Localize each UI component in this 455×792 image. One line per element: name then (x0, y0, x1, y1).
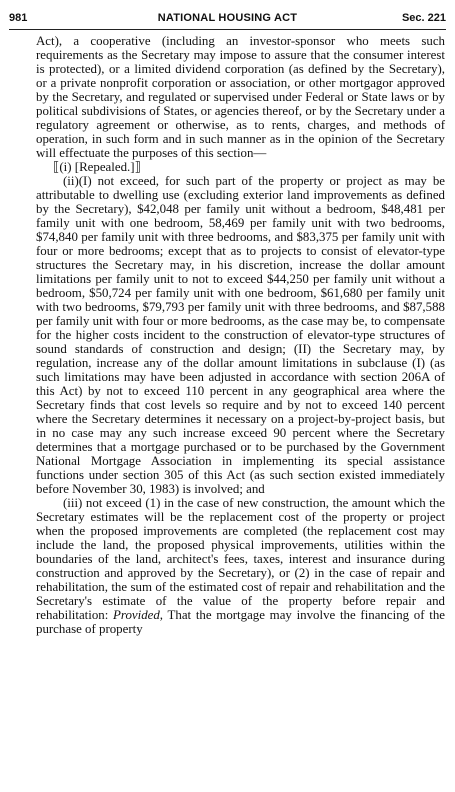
paragraph-repealed: ⟦(i) [Repealed.]⟧ (53, 160, 141, 174)
section-label: Sec. 221 (401, 12, 446, 24)
running-header (9, 10, 446, 26)
page-number: 981 (9, 12, 28, 24)
clause-iii-text: (iii) not exceed (1) in the case of new construction, the amount which the Secretary estimates will be the replacement cost of the property or project when the proposed improvements are completed (the replacement cost may include the land, the proposed physical improvements, utilities within the boundaries of the land, architect's fees, taxes, interest and insurance during construction and approved by the Secretary), or (2) in the case of repair and rehabilitation, the sum of the estimated cost of repair and rehabilitation and the Secretary's estimate of the value of the property before repair and rehabilitation: (36, 496, 445, 622)
clause-iii-text-after: That the mortgage may involve the financing of the purchase of property (36, 608, 445, 636)
statute-text (36, 34, 445, 636)
paragraph-clause-ii: (ii)(I) not exceed, for such part of the property or project as may be attributable to dwelling use (excluding exterior land improvements as defined by the Secretary), $42,048 per family unit without a bedroom, $48,481 per family unit with one bedroom, 58,469 per family unit with two bedrooms, $74,840 per family unit with three bedrooms, and $83,375 per family unit with four or more bedrooms; except that as to projects to consist of elevator-type structures the Secretary may, in his discretion, increase the dollar amount limitations per family unit to not to exceed $44,250 per family unit without a bedroom, $50,724 per family unit with one bedroom, $61,680 per family unit with two bedrooms, $79,793 per family unit with three bedrooms, and $87,588 per family unit with four or more bedrooms, as the case may be, to compensate for the higher costs incident to the construction of elevator-type structures of sound standards of construction and design; (II) the Secretary may, by regulation, increase any of the dollar amount limitations in subclause (I) (as such limitations may have been adjusted in accordance with section 206A of this Act) by not to exceed 110 percent in any geographical area where the Secretary finds that cost levels so require and by not to exceed 140 percent where the Secretary determines it necessary on a project-by-project basis, but in no case may any such increase exceed 90 percent where the Secretary determines that a mortgage purchased or to be purchased by the Government National Mortgage Association in implementing its special assistance functions under section 305 of this Act (as such section existed immediately before November 30, 1983) is involved; and (36, 174, 445, 496)
paragraph-clause-iii (36, 496, 445, 636)
paragraph-continuation: Act), a cooperative (including an investor-sponsor who meets such requirements as the Secretary may impose to assure that the consumer interest is protected), or a limited dividend corporation (as defined by the Secretary), or a private nonprofit corporation or association, or other mortgagor approved by the Secretary, and regulated or supervised under Federal or State laws or by political subdivisions of States, or agencies thereof, or by the Secretary under a regulatory agreement or otherwise, as to rents, charges, and methods of operation, in such form and in such manner as in the opinion of the Secretary will effectuate the purposes of this section— (36, 34, 445, 160)
proviso-emphasis: Provided, (113, 608, 164, 622)
running-title: NATIONAL HOUSING ACT (157, 12, 298, 24)
header-rule (9, 29, 446, 30)
